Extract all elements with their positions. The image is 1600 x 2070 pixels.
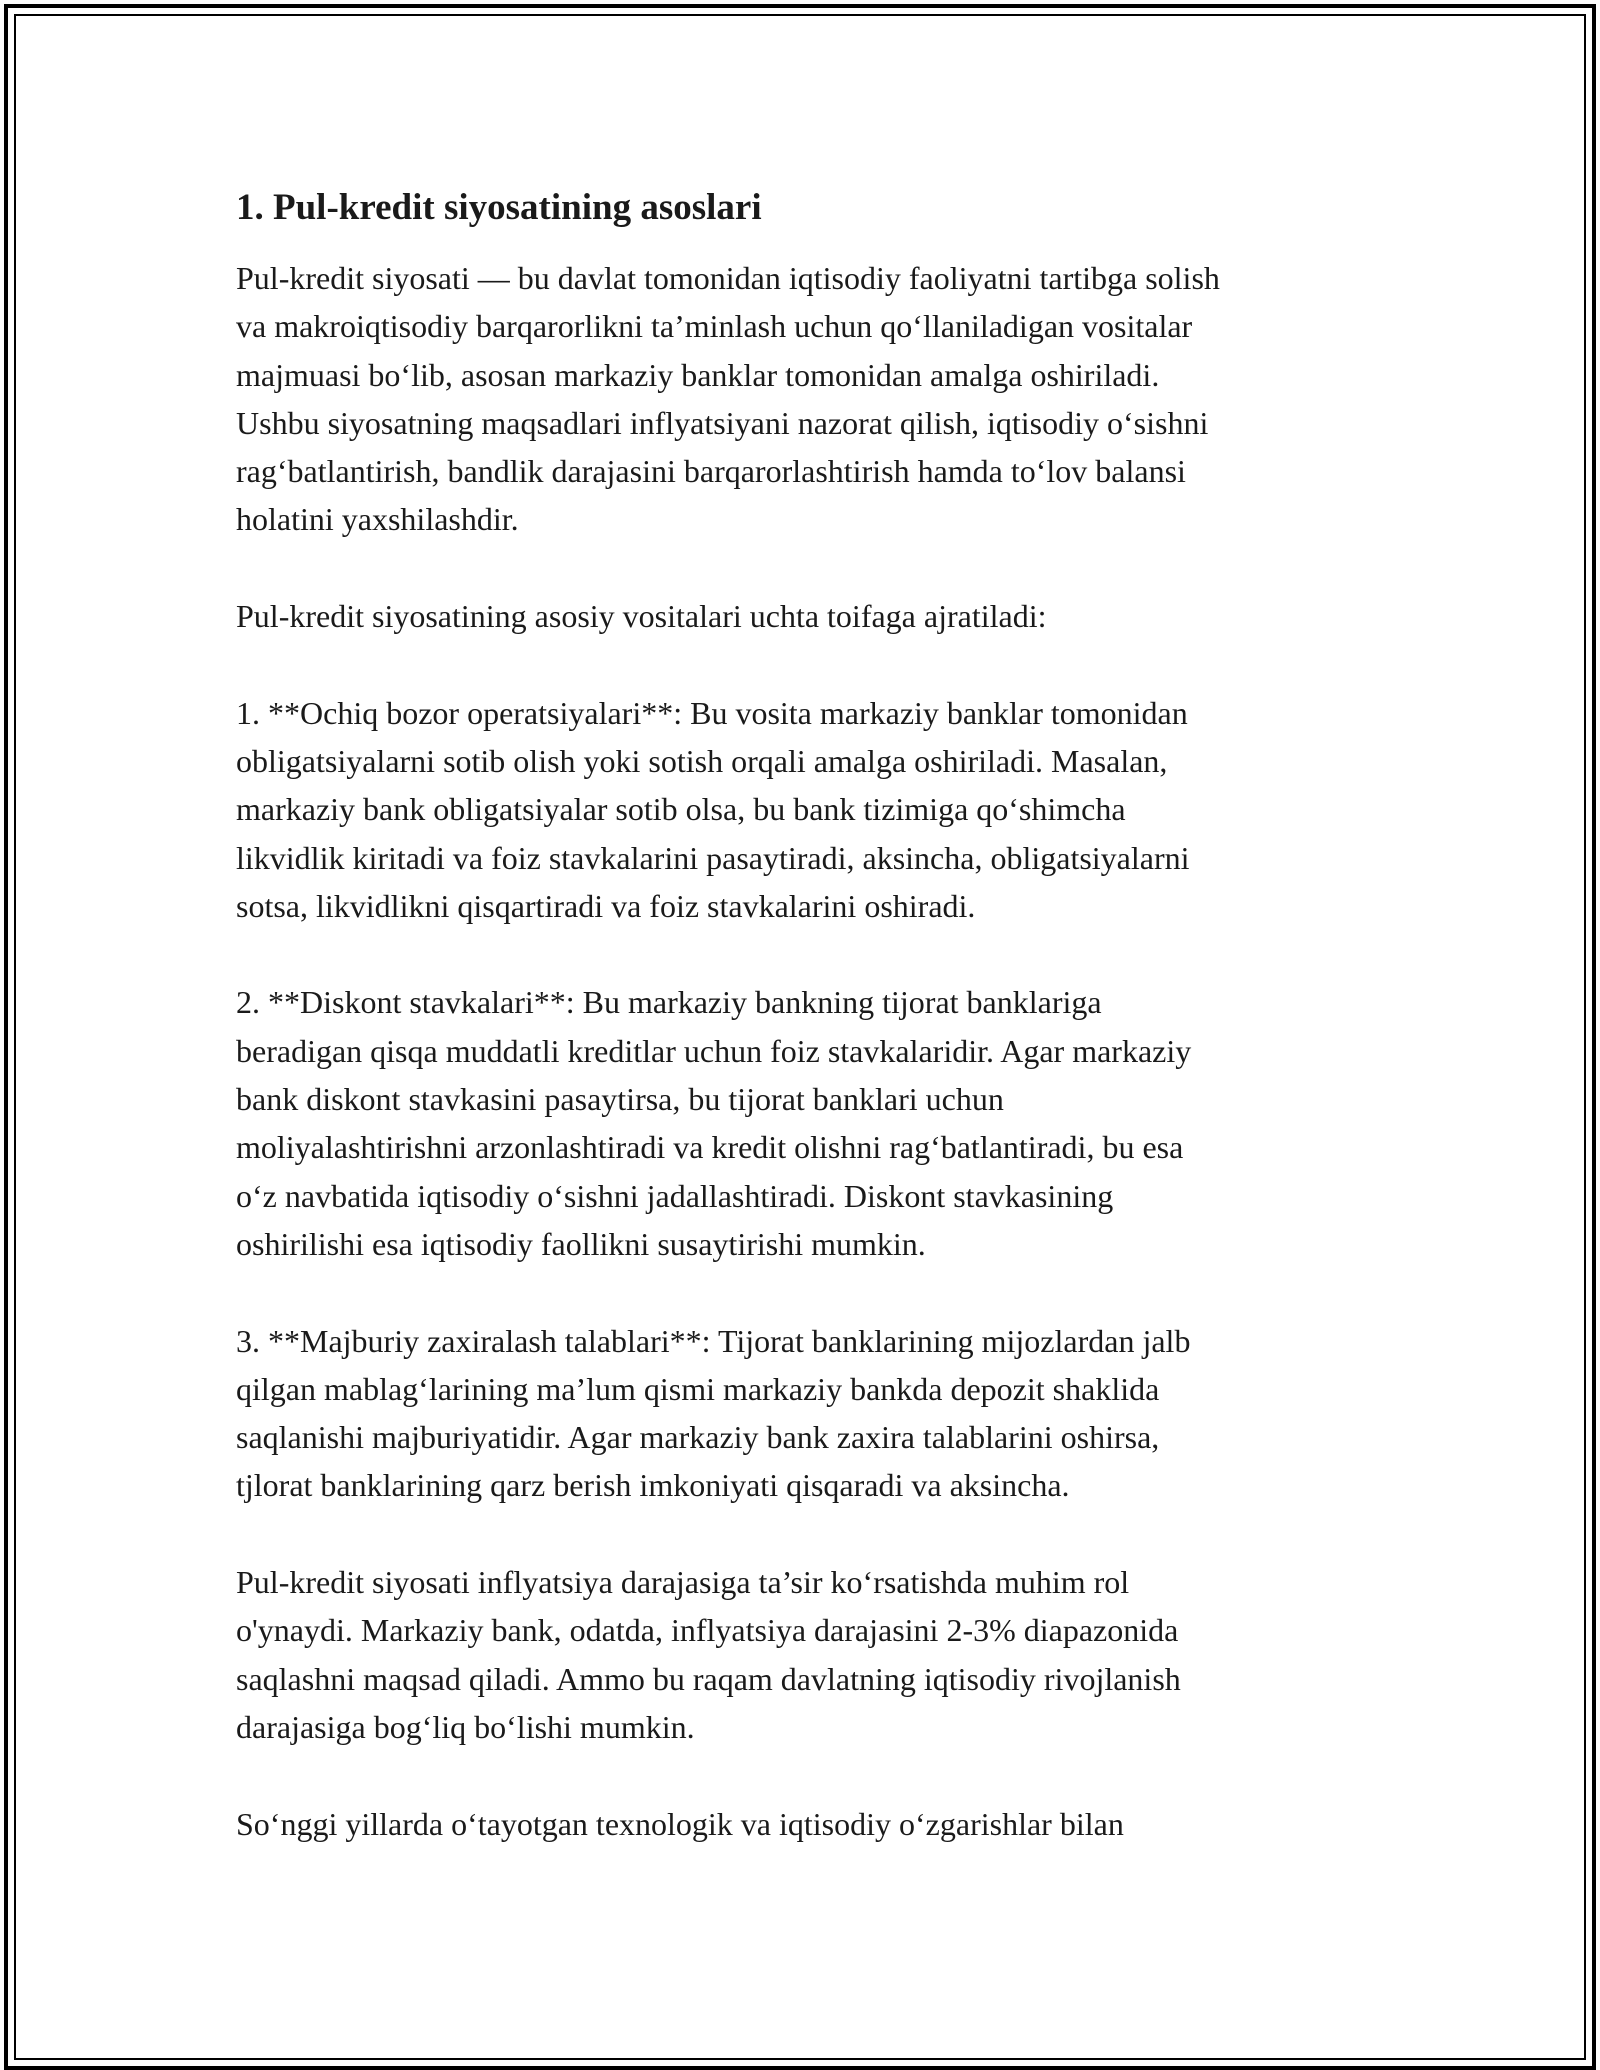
paragraph-recent-years: So‘nggi yillarda o‘tayotgan texnologik va iqtisodiy o‘zgarishlar bilan (236, 1805, 1124, 1842)
paragraph-intro: Pul-kredit siyosati — bu davlat tomonidan iqtisodiy faoliyatni tartibga solish va makroiqtisodiy barqarorlikni ta’minlash uchun qo‘llaniladigan vositalar majmuasi bo‘lib, asosan markaziy banklar tomonidan amalga oshiriladi. Ushbu siyosatning maqsadlari inflyatsiyani nazorat qilish, iqtisodiy o‘sishni rag‘batlantirish, bandlik darajasini barqarorlashtirish hamda to‘lov balansi holatini yaxshilashdir. (236, 260, 1220, 538)
paragraph-tools-intro: Pul-kredit siyosatining asosiy vositalari uchta toifaga ajratiladi: (236, 598, 1047, 635)
list-item-discount-rates: 2. **Diskont stavkalari**: Bu markaziy bankning tijorat banklariga beradigan qisqa muddatli kreditlar uchun foiz stavkalaridir. Agar markaziy bank diskont stavkasini pasaytirsa, bu tijorat banklari uchun moliyalashtirishni arzonlashtiradi va kredit olishni rag‘batlantiradi, bu esa o‘z navbatida iqtisodiy o‘sishni jadallashtiradi. Diskont stavkasining oshirilishi esa iqtisodiy faollikni susaytirishi mumkin. (236, 984, 1192, 1262)
document-body (236, 184, 1386, 1848)
list-item-reserve-requirements: 3. **Majburiy zaxiralash talablari**: Tijorat banklarining mijozlardan jalb qilgan mablag‘larining ma’lum qismi markaziy bankda depozit shaklida saqlanishi majburiyatidir. Agar markaziy bank zaxira talablarini oshirsa, tjlorat banklarining qarz berish imkoniyati qisqaradi va aksincha. (236, 1322, 1191, 1504)
list-item-open-market: 1. **Ochiq bozor operatsiyalari**: Bu vosita markaziy banklar tomonidan obligatsiyalarni sotib olish yoki sotish orqali amalga oshiriladi. Masalan, markaziy bank obligatsiyalar sotib olsa, bu bank tizimiga qo‘shimcha likvidlik kiritadi va foiz stavkalarini pasaytiradi, aksincha, obligatsiyalarni sotsa, likvidlikni qisqartiradi va foiz stavkalarini oshiradi. (236, 694, 1190, 924)
section-heading: 1. Pul-kredit siyosatining asoslari (236, 187, 762, 228)
paragraph-inflation: Pul-kredit siyosati inflyatsiya darajasiga ta’sir ko‘rsatishda muhim rol o'ynaydi. Markaziy bank, odatda, inflyatsiya darajasini 2-3% diapazonida saqlashni maqsad qiladi. Ammo bu raqam davlatning iqtisodiy rivojlanish darajasiga bog‘liq bo‘lishi mumkin. (236, 1564, 1181, 1745)
